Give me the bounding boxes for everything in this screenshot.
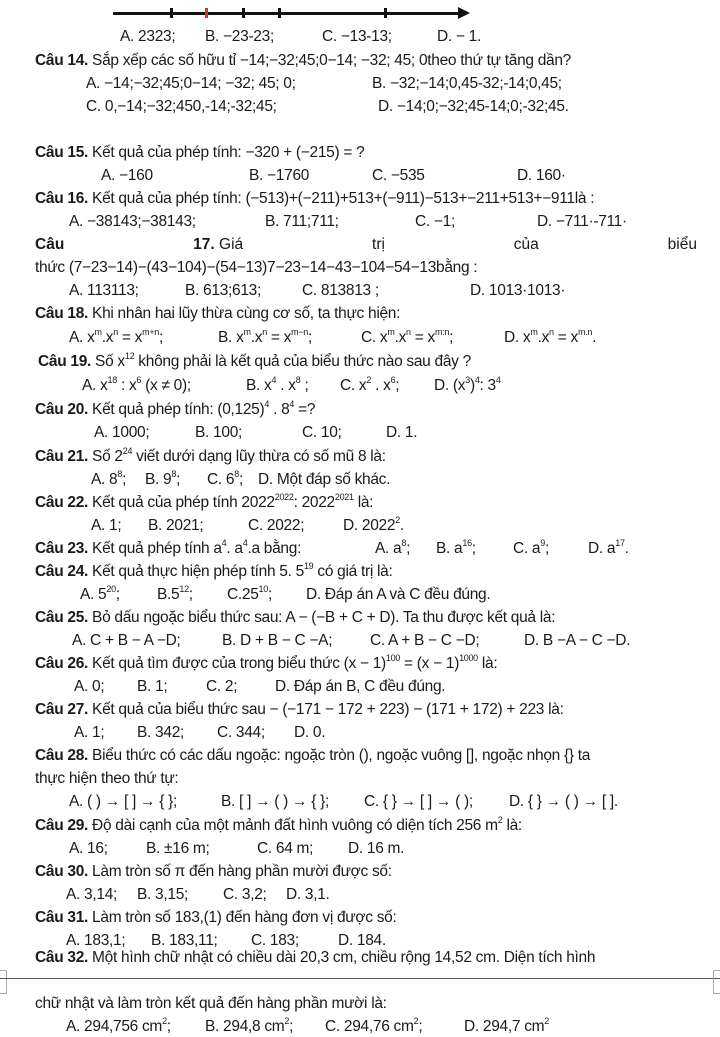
option-d: D. $(x^3)^4$: $3^4$: [434, 375, 501, 394]
option-a: A. −38143;−38143;: [69, 213, 196, 230]
question-label: Câu 19.: [38, 353, 92, 370]
option-d: D. −14;0;−32;45-14;0;-32;45.: [378, 98, 569, 115]
option-c: C. 2022;: [248, 517, 305, 534]
option-d: D. Một đáp số khác.: [258, 471, 391, 488]
option-a: A. 16;: [69, 840, 108, 857]
option-b: B. $x^m.x^n = x^{m-n}$;: [218, 327, 312, 346]
question-label: Câu 31.: [35, 909, 89, 926]
option-a: A. C + B − A −D;: [72, 632, 181, 649]
question-text: Kết quả của phép tính: (−513)+(−211)+513+(−911)−513+−211+513+−911là :: [88, 190, 595, 207]
option-c: $C.25^{10}$;: [227, 584, 272, 603]
question-text: Kết quả của phép tính: −320 + (−215) = ?: [88, 144, 365, 161]
option-d: D. 2022$^2$.: [343, 515, 404, 534]
option-b: B. $9^8$;: [145, 469, 181, 488]
option-a: A. 113113;: [69, 282, 139, 299]
option-a: A. 2323;: [120, 28, 176, 45]
question-label: Câu 27.: [35, 701, 89, 718]
number-line-axis: [113, 12, 463, 15]
question-text: Biểu thức có các dấu ngoặc: ngoặc tròn (), ngoặc vuông [], ngoặc nhọn {} ta: [88, 747, 591, 764]
option-c: C. $x^2$ . $x^6$;: [340, 375, 400, 394]
question-text: Làm tròn số π đến hàng phần mười được số:: [88, 863, 392, 880]
option-b: B. 613;613;: [185, 282, 261, 299]
question-text: Khi nhân hai lũy thừa cùng cơ số, ta thực hiện:: [88, 305, 401, 322]
option-b: B. 1;: [137, 678, 168, 695]
option-c: C. 294,76 $cm^2$;: [325, 1016, 423, 1035]
question-31: [35, 908, 396, 928]
number-line-tick: [278, 8, 281, 18]
option-b: $B.5^{12}$;: [157, 584, 193, 603]
question-label: Câu 16.: [35, 190, 89, 207]
option-c: C. −535: [372, 167, 425, 184]
question-32-line2: chữ nhật và làm tròn kết quả đến hàng phần mười là:: [35, 995, 387, 1012]
question-19: Câu 19. Số $x^{12}$ không phải là kết quả của biểu thức nào sau đây ?: [38, 351, 471, 370]
page-corner-marker-left: [0, 970, 7, 994]
question-20: Câu 20. Kết quả phép tính: $(0,125)^4$ . $8^4$ =?: [35, 399, 316, 418]
option-d: D. 184.: [338, 932, 386, 949]
option-b: B. −23-23;: [205, 28, 274, 45]
option-c: C. $x^m.x^n = x^{m:n}$;: [361, 327, 454, 346]
option-a: A. $x^{18}$ : $x^6$ (x ≠ 0);: [82, 375, 191, 394]
option-a: A. 0;: [74, 678, 105, 695]
option-a: A. $5^{20}$;: [80, 584, 120, 603]
option-d: D. 0.: [294, 724, 326, 741]
option-b: B. 2021;: [148, 517, 204, 534]
option-b: B. [ ] → ( ) → { };: [221, 793, 329, 810]
arrow-right-icon: [458, 7, 470, 19]
question-label: Câu 14.: [35, 52, 89, 69]
question-label: Câu: [35, 236, 65, 253]
question-22: Câu 22. Kết quả của phép tính $2022^{2022}$: $2022^{2021}$ là:: [35, 492, 374, 511]
question-21: Câu 21. Số $2^{24}$ viết dưới dạng lũy thừa có số mũ 8 là:: [35, 446, 386, 465]
option-d: D. $a^{17}$.: [588, 538, 629, 557]
option-c: C. $6^8$;: [207, 469, 243, 488]
question-25: [35, 608, 555, 628]
option-d: D. 1.: [386, 424, 418, 441]
question-label: Câu 18.: [35, 305, 89, 322]
question-label: Câu 30.: [35, 863, 89, 880]
option-d: D. Đáp án B, C đều đúng.: [275, 678, 446, 695]
option-d: D. 294,7 $cm^2$: [464, 1016, 549, 1035]
option-c: C. 813813 ;: [302, 282, 379, 299]
question-text: Sắp xếp các số hữu tỉ −14;−32;45;0−14; −32; 45; 0theo thứ tự tăng dần?: [88, 52, 571, 69]
option-c: C. 0,−14;−32;450,-14;-32;45;: [86, 98, 277, 115]
number-line-figure: [113, 7, 483, 21]
option-c: C. 10;: [302, 424, 342, 441]
question-30: [35, 862, 392, 882]
option-c: C. −13-13;: [322, 28, 392, 45]
option-c: C. A + B − C −D;: [370, 632, 480, 649]
option-a: A. ( ) → [ ] → { };: [69, 793, 177, 810]
question-28-line2: thực hiện theo thứ tự:: [35, 770, 179, 787]
option-a: A. 1;: [74, 724, 105, 741]
option-b: B. 711;711;: [265, 213, 339, 230]
option-d: D. −711·-711·: [537, 213, 627, 230]
option-d: D. 160·: [517, 167, 566, 184]
option-d: D. 3,1.: [286, 886, 330, 903]
option-b: B. −32;−14;0,45-32;-14;0,45;: [372, 75, 562, 92]
question-text: Một hình chữ nhật có chiều dài 20,3 cm, chiều rộng 14,52 cm. Diện tích hình: [88, 949, 596, 966]
option-b: B. 342;: [137, 724, 185, 741]
number-line-tick: [384, 8, 387, 18]
question-label: Câu 26.: [35, 655, 89, 672]
question-text-word: 17. Giá: [193, 236, 244, 253]
option-c: C. $a^9$;: [513, 538, 549, 557]
option-d: D. $x^m.x^n = x^{m.n}$.: [504, 327, 597, 346]
number-line-tick: [170, 8, 173, 18]
option-a: A. 294,756 $cm^2$;: [66, 1016, 171, 1035]
option-a: A. $8^8$;: [91, 469, 127, 488]
option-d: D. Đáp án A và C đều đúng.: [306, 586, 491, 603]
option-a: A. 183,1;: [66, 932, 126, 949]
option-d: D. − 1.: [437, 28, 481, 45]
question-label: Câu 15.: [35, 144, 89, 161]
page-break-divider: [0, 978, 720, 979]
option-b: B. D + B − C −A;: [222, 632, 333, 649]
question-28: [35, 746, 590, 766]
question-text-word: biểu: [667, 236, 697, 253]
question-label: Câu 32.: [35, 949, 89, 966]
question-15: [35, 143, 364, 163]
option-c: C. 3,2;: [223, 886, 267, 903]
question-text: Kết quả của biểu thức sau − (−171 − 172 + 223) − (171 + 172) + 223 là:: [88, 701, 564, 718]
option-b: B. ±16 m;: [146, 840, 210, 857]
option-d: D. B −A − C −D.: [524, 632, 631, 649]
question-26: Câu 26. Kết quả tìm được của trong biểu thức $(x - 1)^{100} = (x - 1)^{1000}$ là:: [35, 653, 498, 672]
option-a: A. $a^8$;: [375, 538, 411, 557]
option-c: C. { } → [ ] → ( );: [364, 793, 473, 810]
option-c: C. 344;: [217, 724, 265, 741]
option-a: A. 1;: [91, 517, 122, 534]
question-label: Câu 21.: [35, 448, 89, 465]
question-text-word: trị: [372, 236, 385, 253]
question-18: [35, 304, 400, 324]
question-14: [35, 51, 571, 71]
option-d: D. { } → ( ) → [ ].: [509, 793, 618, 810]
question-text: Làm tròn số 183,(1) đến hàng đơn vị được số:: [88, 909, 397, 926]
question-label: Câu 24.: [35, 563, 89, 580]
question-text: Bỏ dấu ngoặc biểu thức sau: A − (−B + C + D). Ta thu được kết quả là:: [88, 609, 556, 626]
number-line-tick-highlight: [205, 8, 208, 18]
option-c: C. 64 m;: [257, 840, 314, 857]
option-c: C. 2;: [206, 678, 238, 695]
option-b: B. $a^{16}$;: [436, 538, 476, 557]
question-29: Câu 29. Độ dài cạnh của một mảnh đất hình vuông có diện tích 256 $m^2$ là:: [35, 815, 522, 834]
option-b: B. 3,15;: [137, 886, 189, 903]
question-17-line1: [35, 235, 697, 255]
option-a: A. 3,14;: [66, 886, 118, 903]
question-label: Câu 28.: [35, 747, 89, 764]
option-b: B. 183,11;: [151, 932, 218, 949]
option-a: A. −160: [101, 167, 153, 184]
number-line-tick: [242, 8, 245, 18]
question-17-line2: thức (7−23−14)−(43−104)−(54−13)7−23−14−43−104−54−13bằng :: [35, 259, 478, 276]
question-27: [35, 700, 564, 720]
question-label: Câu 20.: [35, 401, 89, 418]
option-c: C. −1;: [415, 213, 455, 230]
question-16: [35, 189, 594, 209]
option-d: D. 1013·1013·: [470, 282, 566, 299]
option-b: B. 100;: [195, 424, 243, 441]
question-32: [35, 948, 595, 968]
question-24: Câu 24. Kết quả thực hiện phép tính 5. $5^{19}$ có giá trị là:: [35, 561, 393, 580]
option-b: B. $x^4$ . $x^8$ ;: [246, 375, 309, 394]
option-a: A. 1000;: [94, 424, 150, 441]
question-label: Câu 22.: [35, 494, 89, 511]
option-b: B. 294,8 $cm^2$;: [205, 1016, 294, 1035]
option-c: C. 183;: [251, 932, 299, 949]
page-corner-marker-right: [713, 970, 720, 994]
option-a: A. $x^m.x^n = x^{m+n}$;: [69, 327, 163, 346]
question-text-word: của: [513, 236, 539, 253]
question-label: Câu 23.: [35, 540, 89, 557]
question-label: Câu 25.: [35, 609, 89, 626]
option-b: B. −1760: [249, 167, 310, 184]
question-23: Câu 23. Kết quả phép tính $a^4$. $a^4.a$ bằng: A. $a^8$; B. $a^{16}$; C. $a^9$; D. $a^{17}$.: [35, 538, 629, 557]
option-a: A. −14;−32;45;0−14; −32; 45; 0;: [86, 75, 296, 92]
question-label: Câu 29.: [35, 817, 89, 834]
option-d: D. 16 m.: [348, 840, 405, 857]
